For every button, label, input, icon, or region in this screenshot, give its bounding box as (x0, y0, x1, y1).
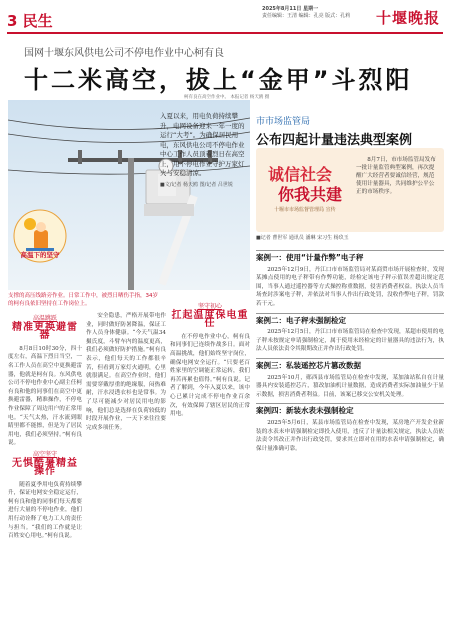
section3-label: 坚守初心 (197, 303, 222, 310)
banner-title-1: 诚信社会 (268, 165, 333, 184)
integrity-banner (256, 148, 444, 232)
right-kicker: 市市场监管局 (256, 117, 311, 127)
case1-text: 2025年12月9日，丹江口市市场监管局对某商贸市场开展检查时，发现某摊点使用的电子秤带有作弊功能，经检定该电子秤示值误差超出规定范围，当事人通过遥控器等方式操控称重数据，侵害消费者权益。执法人员当场查封涉案电子秤，并依法对当事人作出行政处罚，没收作弊电子秤，罚款若干元。 (256, 266, 444, 307)
newspaper-logo: 十堰晚报 (376, 9, 441, 27)
section2-heading (8, 451, 82, 477)
right-byline-block (256, 234, 444, 243)
section1-heading (8, 315, 82, 341)
banner-intro-text: 8月7日，市市场监管局发布一批计量监管典型案例，再次提醒广大经营者要诚信经营，规范使用计量器具，共同维护公平公正的市场秩序。 (356, 157, 436, 195)
section3-title: 扛起温度保电重任 (171, 309, 249, 330)
column-third (170, 300, 250, 419)
cases-column (256, 246, 444, 453)
photo-caption-top: 柯有良在高空作业中。 本报记者 杨天鸥 摄 (184, 95, 270, 100)
section2-label: 高空坚守 (32, 450, 57, 458)
section1-label: 高温跳跃 (32, 315, 57, 322)
case4-text: 2025年5月6日，某县市场监管局在检查中发现，某房地产开发企业新装的水表未申请强制检定即投入使用，违反了计量法相关规定，执法人员依法责令其改正并作出行政处罚，要求其立即对在用的水表申请强制检定，确保计量准确可靠。 (256, 419, 444, 452)
section1-title: 精准更换避雷器 (12, 321, 78, 342)
lead-text: 入夏以来，用电负荷持续攀升，电网设备迎来一年一度的运行“大考”。为确保居民用电，东风供电公司不停电作业中心工作人员顶着烈日在高空上，用不停电作业守护万家灯火与安稳清凉。 (160, 112, 245, 177)
photo-caption: 支撑的高压线路旁作业。日常工作中，被烈日晒伤手指，34岁的柯有良依旧坚持在工作岗位上。 (8, 293, 159, 307)
case4-title: 案例四：新装水表未强制检定 (256, 403, 444, 416)
section3-text: 在不停电作业中心，柯有良和同事们已连续作战多日。面对高温挑战，他们始终坚守岗位，确保电网安全运行。“只要老百姓家里的空调能正常运转，我们再苦再累也值得。”柯有良说。记者了解到，今年入夏以来，该中心已累计完成不停电作业百余次，有效保障了辖区居民的正常用电。 (170, 333, 250, 418)
section1-text: 8月8日10时30分，四十度左右，高温下烈日当空，一名工作人员在高空中更换避雷器，他就是柯有良。东风供电公司不停电作业中心副主任柯有良和他的同事们在高空中更换避雷器，精准操作，不停电作业保障了周边用户的正常用电。“天气太热，汗水流到眼睛里都不能擦，但是为了居民用电，我们必须坚持。”柯有良说。 (8, 345, 82, 447)
section2-text: 随着夏季用电负荷持续攀升，保证电网安全稳定运行，柯有良和他的同事们每天都要进行大量的不停电作业，他们用行动诠释了电力工人的责任与担当。“我们的工作就是让百姓安心用电。”柯有良说。 (8, 481, 82, 540)
editors-line: 责任编辑：王清 编辑：孔亮 版式：孔莉 (262, 13, 351, 19)
article-kicker: 国网十堰东风供电公司不停电作业中心柯有良 (24, 48, 224, 59)
middle-text: 安全隐患，严格开展带电作业，同时做好防暑降温，保证工作人员身体健康。“今天气温34摄氏度，斗臂车内的温度更高，我们必须做好防护措施。”柯有良表示，他们每天的工作都很辛苦，但看到万家灯火通明，心里就很满足。在高空作业时，他们需要穿戴厚重的绝缘服，闷热难耐，汗水浸透衣衫也是常事。为了尽可能减少对居民用电的影响，他们总是选择在负荷较低的时段开展作业，一天下来往往要完成多项任务。 (86, 313, 166, 431)
right-headline: 公布四起计量违法典型案例 (256, 133, 413, 148)
case3-title: 案例三：私装遥控芯片篡改数据 (256, 358, 444, 371)
lead-paragraph (160, 112, 250, 190)
column-middle (86, 312, 166, 432)
right-byline: ■记者 曹世军 通讯员 潘琳 宋习生 杨玖玉 (256, 235, 349, 241)
article-headline: 十二米高空，拔上“金甲”斗烈阳 (24, 66, 413, 94)
sketch-label: 高温下的坚守 (20, 251, 60, 259)
column-left (8, 312, 82, 541)
section3-heading (170, 303, 250, 329)
case2-title: 案例二：电子秤未强制检定 (256, 313, 444, 326)
issue-date: 2025年8月11日 星期一 (262, 6, 319, 12)
case1-title: 案例一：使用“计量作弊”电子秤 (256, 250, 444, 263)
issue-meta (262, 6, 350, 20)
case2-text: 2025年12月5日，丹江口市市场监管局在检查中发现，某超市使用的电子秤未按规定申请强制检定，属于使用未经检定的计量器具的违法行为，执法人员依法责令其限期改正并作出行政处罚。 (256, 329, 444, 353)
page-header (0, 0, 450, 36)
banner-title-2: 你我共建 (278, 185, 343, 204)
banner-subtitle: 十堰市市场监督管理局 宣传 (274, 207, 336, 213)
case3-text: 2025年10月，郧西县市场监管局在检查中发现，某加油站私自在计量器具内安装遥控芯片，篡改加油机计量数据，造成消费者实际加油量少于显示数据，损害消费者利益。目前，该案已移交公安机关处理。 (256, 374, 444, 398)
right-article-header (256, 114, 444, 148)
section2-title: 无惧酷暑精益操作 (12, 457, 78, 478)
page-number: 3 民生 (7, 12, 53, 30)
banner-intro (356, 156, 438, 196)
header-rule (7, 32, 443, 34)
lead-byline: ■文/记者 杨天鸥 图/记者 吕世锐 (160, 181, 233, 188)
